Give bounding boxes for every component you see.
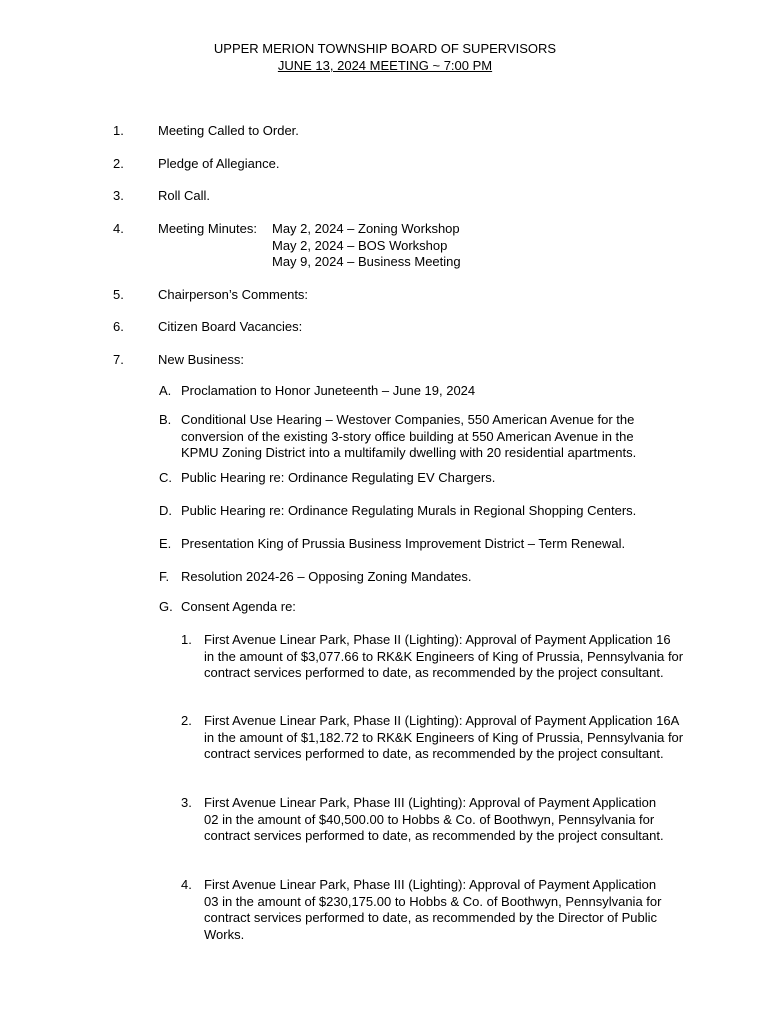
item-meeting-minutes: Meeting Minutes: [158, 221, 257, 236]
consent-item-number: 4. [181, 877, 192, 892]
item-new-business: New Business: [158, 352, 244, 367]
minutes-list [272, 221, 461, 271]
item-number: 3. [113, 188, 124, 203]
sub-item-text: Presentation King of Prussia Business Improvement District – Term Renewal. [181, 536, 626, 551]
item-number: 7. [113, 352, 124, 367]
item-call-to-order: Meeting Called to Order. [158, 123, 299, 138]
consent-item-text: First Avenue Linear Park, Phase III (Lighting): Approval of Payment Application 03 in the amount of $230,175.00 to Hobbs & Co. of Boothwyn, Pennsylvania for contract services performed to date, as recommended by the Director of Public Works. [204, 877, 662, 942]
meeting-date-text: JUNE 13, 2024 MEETING ~ 7:00 PM [277, 58, 493, 73]
sub-item-text: Conditional Use Hearing – Westover Companies, 550 American Avenue for the conversion of the existing 3-story office building at 550 American Avenue in the KPMU Zoning District into a multifamily dwelling with 20 residential apartments. [181, 412, 637, 460]
meeting-date [0, 58, 770, 75]
sub-item-letter: E. [159, 536, 172, 551]
sub-item-text: Public Hearing re: Ordinance Regulating EV Chargers. [181, 470, 496, 485]
sub-item-text: Consent Agenda re: [181, 599, 296, 614]
sub-item-letter: D. [159, 503, 172, 518]
consent-item-text: First Avenue Linear Park, Phase II (Lighting): Approval of Payment Application 16 in the amount of $3,077.66 to RK&K Engineers of King of Prussia, Pennsylvania for contract services performed to date, as recommended by the project consultant. [204, 632, 684, 680]
item-roll-call: Roll Call. [158, 188, 211, 203]
sub-item-letter: G. [159, 599, 173, 614]
document-title: UPPER MERION TOWNSHIP BOARD OF SUPERVISORS [213, 41, 557, 56]
item-number: 5. [113, 287, 124, 302]
item-number: 4. [113, 221, 124, 236]
sub-item-text: Proclamation to Honor Juneteenth – June 19, 2024 [181, 383, 476, 398]
sub-item-letter: C. [159, 470, 172, 485]
item-board-vacancies: Citizen Board Vacancies: [158, 319, 303, 334]
consent-item-number: 2. [181, 713, 192, 728]
minutes-entry: May 2, 2024 – Zoning Workshop [272, 221, 460, 236]
minutes-entry: May 9, 2024 – Business Meeting [272, 254, 461, 269]
item-chair-comments: Chairperson’s Comments: [158, 287, 309, 302]
sub-item-letter: A. [159, 383, 172, 398]
minutes-entry: May 2, 2024 – BOS Workshop [272, 237, 448, 253]
sub-item-letter: F. [159, 569, 170, 584]
sub-item-letter: B. [159, 412, 172, 427]
item-number: 2. [113, 156, 124, 171]
item-number: 1. [113, 123, 124, 138]
item-pledge: Pledge of Allegiance. [158, 156, 280, 171]
consent-item-text: First Avenue Linear Park, Phase II (Lighting): Approval of Payment Application 16A in the amount of $1,182.72 to RK&K Engineers of King of Prussia, Pennsylvania for contract services performed to date, as recommended by the project consultant. [204, 713, 684, 761]
consent-item-number: 3. [181, 795, 192, 810]
sub-item-text: Resolution 2024-26 – Opposing Zoning Mandates. [181, 569, 472, 584]
sub-item-text: Public Hearing re: Ordinance Regulating Murals in Regional Shopping Centers. [181, 503, 637, 518]
consent-item-number: 1. [181, 632, 192, 647]
consent-item-text: First Avenue Linear Park, Phase III (Lighting): Approval of Payment Application 02 in the amount of $40,500.00 to Hobbs & Co. of Boothwyn, Pennsylvania for contract services performed to date, as recommended by the project consultant. [204, 795, 664, 843]
item-number: 6. [113, 319, 124, 334]
